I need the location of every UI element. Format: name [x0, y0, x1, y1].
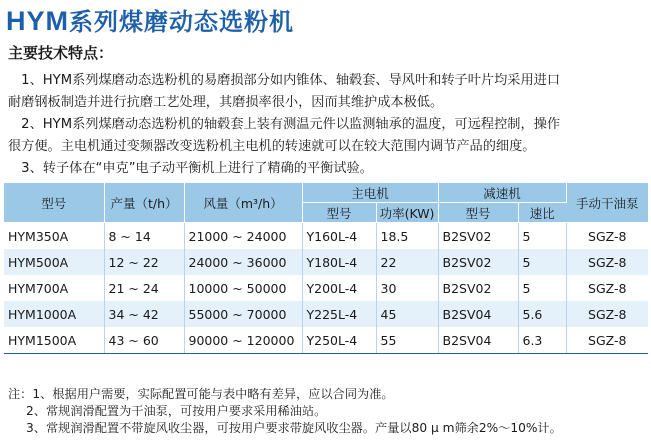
cell-ratio: 5	[518, 249, 566, 275]
paragraph-line: 很方便。主电机通过变频器改变选粉机主电机的转速就可以在较大范围内调节产品的细度。	[8, 139, 536, 154]
paragraph-line: 2、HYM系列煤磨动态选粉机的轴毂套上装有测温元件以监测轴承的温度，可远程控制，操作	[8, 117, 561, 132]
header-pump: 手动干油泵	[566, 183, 648, 223]
title-latin: HYM	[6, 6, 69, 36]
spec-table	[4, 183, 648, 354]
section-heading: 主要技术特点：	[8, 44, 114, 62]
cell-pump: SGZ-8	[566, 301, 648, 327]
cell-pump: SGZ-8	[588, 280, 627, 296]
cell-ratio: 5	[518, 275, 566, 301]
header-power: 功率(KW)	[376, 203, 438, 223]
table-row	[4, 249, 648, 275]
cell-motor-model: Y200L-4	[302, 275, 376, 301]
cell-power: 18.5	[376, 223, 438, 250]
footnotes	[8, 386, 562, 437]
header-model: 型号	[4, 183, 104, 223]
header-main-motor: 主电机	[302, 183, 438, 203]
cell-power: 30	[376, 275, 438, 301]
cell-reducer-model: B2SV04	[438, 301, 518, 327]
cell-ratio: 6.3	[518, 327, 566, 354]
cell-output: 21 ~ 24	[104, 275, 184, 301]
header-reducer: 减速机	[438, 183, 566, 203]
cell-output: 8 ~ 14	[104, 223, 184, 250]
cell-output: 12 ~ 22	[104, 249, 184, 275]
table-row	[4, 327, 648, 354]
paragraph-line: 1、HYM系列煤磨动态选粉机的易磨损部分如内锥体、轴毂套、导风叶和转子叶片均采用进口	[8, 73, 561, 88]
table-row	[4, 223, 648, 250]
cell-power: 45	[376, 301, 438, 327]
paragraph-line: 耐磨钢板制造并进行抗磨工艺处理，其磨损率很小，因而其维护成本极低。	[8, 95, 444, 110]
cell-reducer-model: B2SV02	[438, 223, 518, 250]
cell-model: HYM1500A	[4, 327, 104, 354]
cell-power: 22	[376, 249, 438, 275]
cell-air: 21000 ~ 24000	[184, 223, 302, 250]
cell-motor-model: Y160L-4	[302, 223, 376, 250]
header-motor-model: 型号	[302, 203, 376, 223]
cell-pump: SGZ-8	[566, 249, 648, 275]
title-cn: 系列煤磨动态选粉机	[69, 8, 294, 36]
cell-air: 10000 ~ 50000	[184, 275, 302, 301]
cell-model: HYM500A	[4, 249, 104, 275]
cell-output: 43 ~ 60	[104, 327, 184, 354]
footnote: 2、常规润滑配置为干油泵，可按用户要求采用稀油站。	[26, 404, 327, 418]
cell-ratio: 5.6	[518, 301, 566, 327]
cell-reducer-model: B2SV04	[438, 327, 518, 354]
footnote: 3、常规润滑配置不带旋风收尘器，可按用户要求带旋风收尘器。产量以80 μ m筛余2%～10%计。	[26, 421, 562, 435]
header-air-volume: 风量（m³/h）	[184, 183, 302, 223]
cell-model: HYM700A	[4, 275, 104, 301]
paragraph-line: 3、转子体在“申克”电子动平衡机上进行了精确的平衡试验。	[8, 161, 373, 176]
cell-reducer-model: B2SV02	[438, 275, 518, 301]
footnote: 注：1、根据用户需要，实际配置可能与表中略有差异，应以合同为准。	[8, 387, 394, 401]
cell-air: 90000 ~ 120000	[184, 327, 302, 354]
cell-ratio: 5	[518, 223, 566, 250]
cell-output: 34 ~ 42	[104, 301, 184, 327]
cell-pump: SGZ-8	[566, 327, 648, 354]
feature-paragraph-1	[8, 70, 642, 114]
cell-model: HYM350A	[4, 223, 104, 250]
cell-pump: SGZ-8	[566, 223, 648, 250]
cell-reducer-model: B2SV02	[438, 249, 518, 275]
header-reducer-model: 型号	[438, 203, 518, 223]
cell-motor-model: Y225L-4	[302, 301, 376, 327]
header-output: 产量（t/h）	[104, 183, 184, 223]
header-ratio: 速比	[518, 203, 566, 223]
cell-power: 55	[376, 327, 438, 354]
feature-paragraph-2	[8, 114, 642, 158]
table-row	[4, 301, 648, 327]
feature-paragraph-3	[8, 158, 642, 180]
cell-air: 55000 ~ 70000	[184, 301, 302, 327]
table-row	[4, 275, 648, 301]
cell-motor-model: Y250L-4	[302, 327, 376, 354]
cell-air: 24000 ~ 36000	[184, 249, 302, 275]
cell-model: HYM1000A	[4, 301, 104, 327]
cell-motor-model: Y180L-4	[302, 249, 376, 275]
page-title	[6, 2, 294, 37]
